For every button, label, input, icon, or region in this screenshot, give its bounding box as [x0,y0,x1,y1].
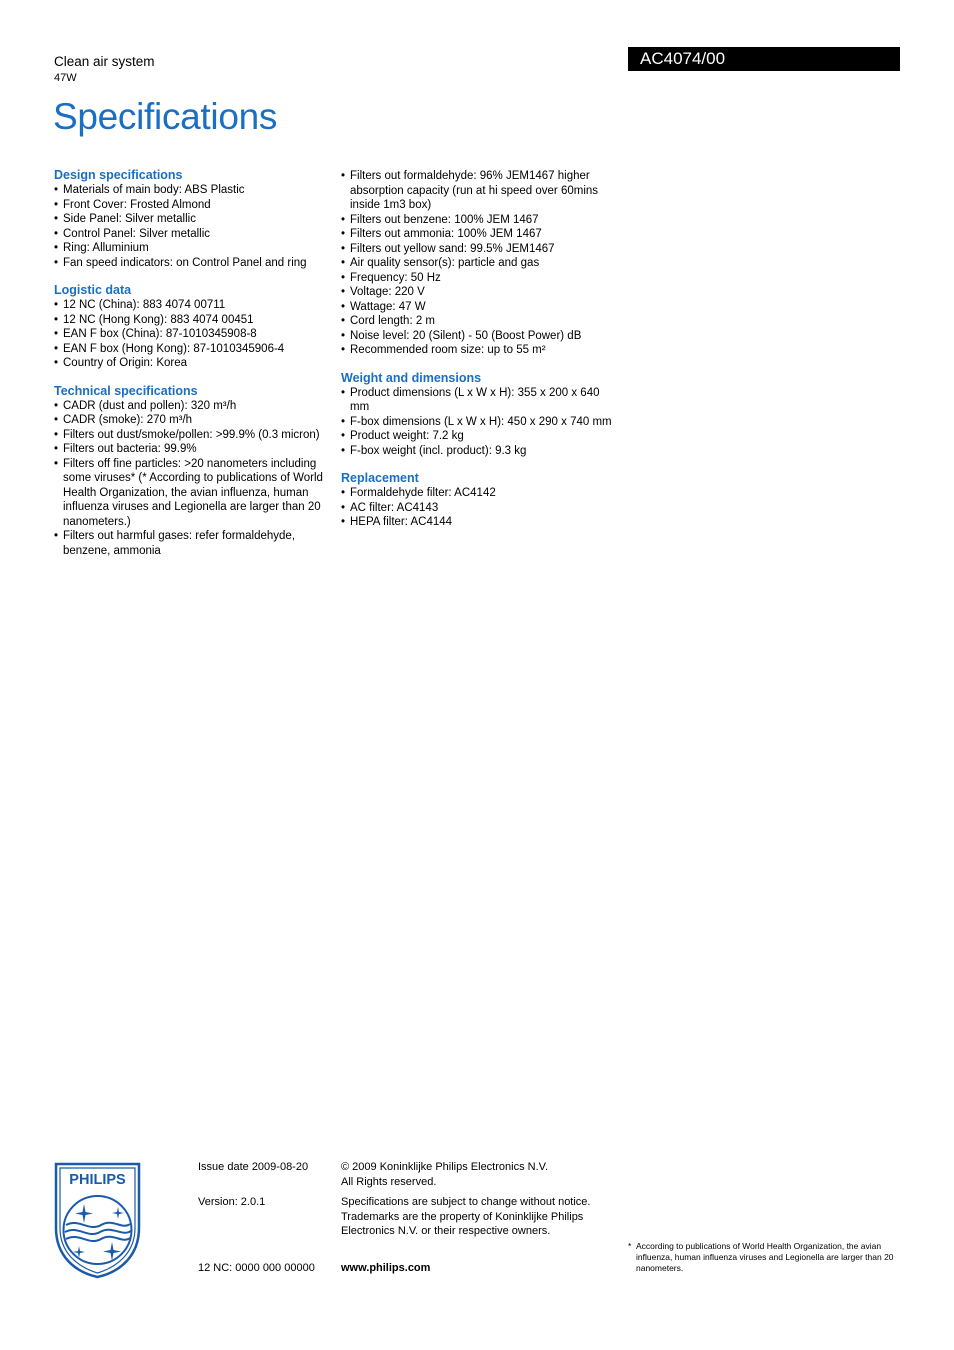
spec-list [341,486,616,530]
spec-item: • F-box dimensions (L x W x H): 450 x 290 x 740 mm [341,415,616,430]
spec-item: • CADR (smoke): 270 m³/h [54,413,334,428]
copyright [341,1160,611,1189]
version: Version: 2.0.1 [198,1196,266,1208]
spec-item: • Filters out yellow sand: 99.5% JEM1467 [341,242,616,257]
copyright-line: All Rights reserved. [341,1175,437,1188]
section-title: Design specifications [54,168,183,182]
logo-wordmark: PHILIPS [69,1172,126,1188]
spec-column-left [54,167,334,570]
spec-item: • Fan speed indicators: on Control Panel and ring [54,256,334,271]
disclaimer: Specifications are subject to change without notice. Trademarks are the property of Koninklijke Philips Electronics N.V. or their respective owners. [341,1196,591,1237]
section-title: Technical specifications [54,383,198,398]
spec-item: • EAN F box (Hong Kong): 87-1010345906-4 [54,342,334,357]
issue-date: Issue date 2009-08-20 [198,1161,309,1173]
section-title: Replacement [341,471,419,485]
spec-item: • Cord length: 2 m [341,314,616,329]
spec-section [54,167,334,270]
footnote-marker: * [628,1241,632,1251]
spec-item: • Country of Origin: Korea [54,356,334,371]
spec-item: • Frequency: 50 Hz [341,271,616,286]
copyright-line: © 2009 Koninklijke Philips Electronics N.V. [341,1161,549,1173]
spec-section [341,370,616,459]
spec-item: • 12 NC (China): 883 4074 00711 [54,298,334,313]
spec-item: • Formaldehyde filter: AC4142 [341,486,616,501]
spec-item: • Materials of main body: ABS Plastic [54,183,334,198]
spec-item: • Side Panel: Silver metallic [54,212,334,227]
spec-item: • HEPA filter: AC4144 [341,515,616,530]
spec-item: • Noise level: 20 (Silent) - 50 (Boost Power) dB [341,329,616,344]
spec-item: • Front Cover: Frosted Almond [54,198,334,213]
spec-column-right [341,169,616,542]
spec-item: • EAN F box (China): 87-1010345908-8 [54,327,334,342]
spec-item: • Wattage: 47 W [341,300,616,315]
spec-item: • Air quality sensor(s): particle and gas [341,256,616,271]
spec-item: • F-box weight (incl. product): 9.3 kg [341,444,616,459]
spec-list [54,183,334,270]
section-title: Logistic data [54,283,132,297]
spec-item: • Product weight: 7.2 kg [341,429,616,444]
spec-item: • Filters out formaldehyde: 96% JEM1467 higher absorption capacity (run at hi speed over 60mins inside 1m3 box) [341,169,616,213]
spec-item: • Control Panel: Silver metallic [54,227,334,242]
nc-number: 12 NC: 0000 000 00000 [198,1262,315,1274]
spec-list [54,298,334,371]
footnote-text: According to publications of World Health Organization, the avian influenza, human influenza viruses and Legionella are larger than 20 nanometers. [636,1241,894,1273]
website-link[interactable]: www.philips.com [341,1262,431,1274]
spec-section [341,169,616,358]
spec-list [341,386,616,459]
spec-item: • AC filter: AC4143 [341,501,616,516]
spec-item: • Filters out bacteria: 99.9% [54,442,334,457]
spec-item: • 12 NC (Hong Kong): 883 4074 00451 [54,313,334,328]
spec-list [54,399,334,559]
spec-section [341,470,616,530]
product-name: Clean air system [54,54,155,69]
spec-item: • CADR (dust and pollen): 320 m³/h [54,399,334,414]
spec-item: • Filters out benzene: 100% JEM 1467 [341,213,616,228]
spec-item: • Recommended room size: up to 55 m² [341,343,616,358]
section-title: Weight and dimensions [341,370,482,385]
spec-item: • Filters out dust/smoke/pollen: >99.9% (0.3 micron) [54,428,334,443]
footnote [628,1241,903,1274]
model-number-badge: AC4074/00 [628,47,900,71]
spec-item: • Filters out ammonia: 100% JEM 1467 [341,227,616,242]
spec-item: • Product dimensions (L x W x H): 355 x 200 x 640 mm [341,386,616,415]
page-title: Specifications [53,96,278,137]
spec-list [341,169,616,358]
product-wattage: 47W [54,72,77,84]
philips-shield-logo [54,1162,141,1279]
spec-item: • Filters off fine particles: >20 nanometers including some viruses* (* According to publications of World Health Organization, the avian influenza, human influenza viruses and Legionella are larger than 20 nanometers.) [54,457,334,530]
spec-item: • Voltage: 220 V [341,285,616,300]
spec-section [54,383,334,559]
spec-section [54,282,334,371]
spec-item: • Filters out harmful gases: refer formaldehyde, benzene, ammonia [54,529,334,558]
spec-item: • Ring: Alluminium [54,241,334,256]
